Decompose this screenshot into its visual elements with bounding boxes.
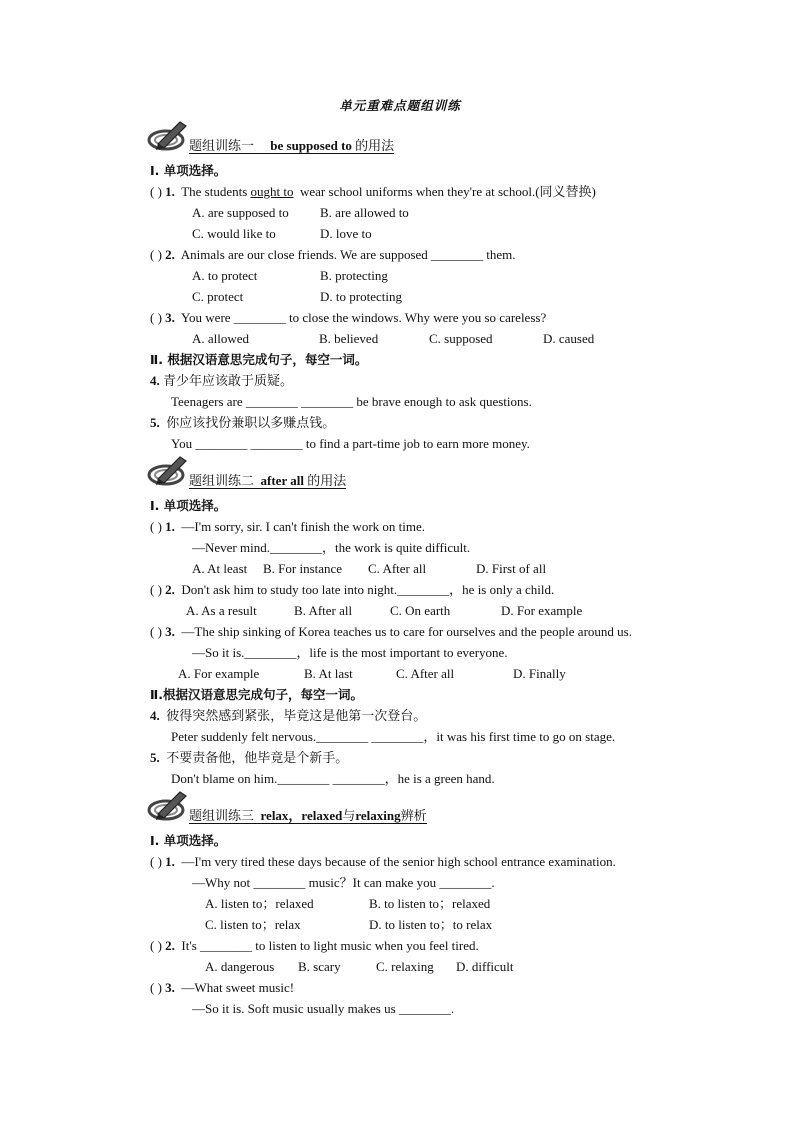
s2-q1-reply: —Never mind.________，the work is quite difficult. (192, 540, 471, 555)
s3-q2-options: A. dangerous B. scary C. relaxing D. difficult (205, 959, 514, 974)
pencil-icon (146, 788, 188, 822)
page-title: 单元重难点题组训练 (339, 99, 461, 113)
s1-question-1: ( ) 1. The students ought to wear school uniforms when they're at school.(同义替换) (150, 184, 596, 199)
pencil-icon (146, 453, 188, 487)
s1-q2-options-row-1: A. to protect B. protecting (192, 268, 388, 283)
s2-question-5-chinese: 5. 不要责备他，他毕竟是个新手。 (150, 750, 349, 765)
s2-question-1: ( ) 1. —I'm sorry, sir. I can't finish the work on time. (150, 519, 426, 534)
s3-question-3: ( ) 3. —What sweet music! (150, 980, 295, 995)
section-1-part-1-heading: Ⅰ. 单项选择。 (150, 163, 227, 178)
s3-q3-reply: —So it is. Soft music usually makes us ________. (192, 1001, 455, 1016)
s2-question-5-english: Don't blame on him.________ ________，he is a green hand. (171, 771, 495, 786)
s1-question-2: ( ) 2. Animals are our close friends. We are supposed ________ them. (150, 247, 516, 262)
s2-question-3: ( ) 3. —The ship sinking of Korea teaches us to care for ourselves and the people around us. (150, 624, 632, 639)
s3-question-2: ( ) 2. It's ________ to listen to light music when you feel tired. (150, 938, 479, 953)
s2-question-2: ( ) 2. Don't ask him to study too late into night.________，he is only a child. (150, 582, 555, 597)
s1-q1-options-row-2: C. would like to D. love to (192, 226, 372, 241)
s1-question-4-chinese: 4. 青少年应该敢于质疑。 (150, 373, 294, 388)
s2-question-4-chinese: 4. 彼得突然感到紧张，毕竟这是他第一次登台。 (150, 708, 427, 723)
s2-q1-options: A. At least B. For instance C. After all D. First of all (192, 561, 547, 576)
s2-q3-reply: —So it is.________，life is the most important to everyone. (192, 645, 508, 660)
s3-question-1: ( ) 1. —I'm very tired these days because of the senior high school entrance examination. (150, 854, 616, 869)
section-1-part-2-heading: Ⅱ. 根据汉语意思完成句子，每空一词。 (150, 352, 368, 367)
section-2-part-2-heading: Ⅱ.根据汉语意思完成句子，每空一词。 (150, 687, 363, 702)
s2-q2-options: A. As a result B. After all C. On earth D. For example (186, 603, 583, 618)
s1-question-5-chinese: 5. 你应该找份兼职以多赚点钱。 (150, 415, 336, 430)
s1-question-3: ( ) 3. You were ________ to close the windows. Why were you so careless? (150, 310, 547, 325)
section-3-title: 题组训练三 relax，relaxed与relaxing辨析 (189, 808, 427, 823)
section-2-title: 题组训练二 after all 的用法 (189, 473, 347, 488)
section-2-part-1-heading: Ⅰ. 单项选择。 (150, 498, 227, 513)
s1-q1-options-row-1: A. are supposed to B. are allowed to (192, 205, 409, 220)
section-1-title: 题组训练一 be supposed to 的用法 (189, 138, 395, 153)
s3-q1-reply: —Why not ________ music？It can make you ________. (192, 875, 495, 890)
s2-question-4-english: Peter suddenly felt nervous.________ ________，it was his first time to go on stage. (171, 729, 616, 744)
s1-q3-options: A. allowed B. believed C. supposed D. caused (192, 331, 595, 346)
s1-q2-options-row-2: C. protect D. to protecting (192, 289, 402, 304)
s3-q1-options-row-1: A. listen to；relaxed B. to listen to；relaxed (205, 896, 491, 911)
s2-q3-options: A. For example B. At last C. After all D. Finally (178, 666, 566, 681)
s1-question-4-english: Teenagers are ________ ________ be brave enough to ask questions. (171, 394, 532, 409)
s3-q1-options-row-2: C. listen to；relax D. to listen to；to relax (205, 917, 493, 932)
pencil-icon (146, 118, 188, 152)
s1-question-5-english: You ________ ________ to find a part-time job to earn more money. (171, 436, 530, 451)
section-3-part-1-heading: Ⅰ. 单项选择。 (150, 833, 227, 848)
